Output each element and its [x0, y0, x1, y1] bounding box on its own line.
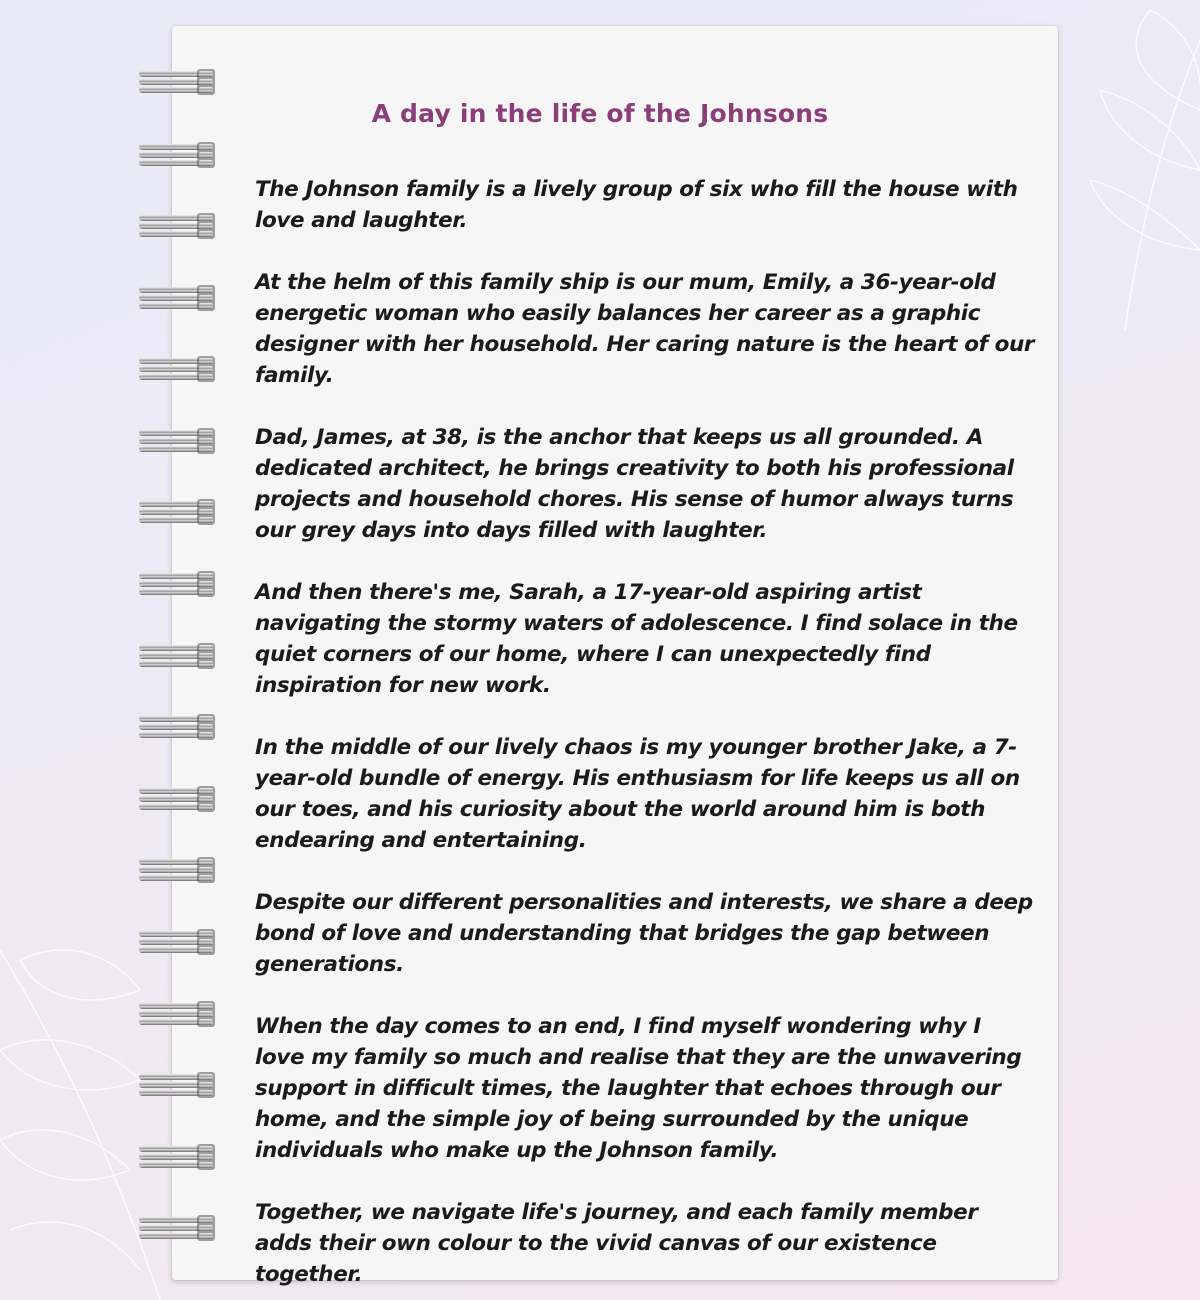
spiral-ring-icon: [137, 1000, 219, 1028]
spiral-ring-icon: [137, 1214, 219, 1242]
paragraph: And then there's me, Sarah, a 17-year-old aspiring artist navigating the stormy waters of adolescence. I find solace in the quiet corners of our home, where I can unexpectedly find inspiration for new work.: [255, 580, 1018, 698]
paragraph: At the helm of this family ship is our mum, Emily, a 36-year-old energetic woman who easily balances her career as a graphic designer with her household. Her caring nature is the heart of our family.: [255, 270, 1035, 388]
spiral-ring-icon: [137, 928, 219, 956]
spiral-ring-icon: [137, 713, 219, 741]
spiral-ring-icon: [137, 1071, 219, 1099]
spiral-ring-icon: [137, 570, 219, 598]
paragraph: When the day comes to an end, I find myself wondering why I love my family so much and realise that they are the unwavering support in difficult times, the laughter that echoes through our home, and the simple joy of being surrounded by the unique individuals who make up the Johnson family.: [255, 1014, 1022, 1163]
spiral-ring-icon: [137, 785, 219, 813]
page-title: A day in the life of the Johnsons: [371, 99, 829, 128]
paragraph: Despite our different personalities and interests, we share a deep bond of love and understanding that bridges the gap between generations.: [255, 890, 1033, 977]
spiral-ring-icon: [137, 355, 219, 383]
story-text: [255, 174, 1035, 1300]
paragraph: Together, we navigate life's journey, and each family member adds their own colour to the vivid canvas of our existence together.: [255, 1200, 978, 1287]
spiral-ring-icon: [137, 427, 219, 455]
spiral-ring-icon: [137, 642, 219, 670]
spiral-ring-icon: [137, 68, 219, 96]
spiral-ring-icon: [137, 212, 219, 240]
leaf-decoration-icon: [0, 930, 200, 1300]
spiral-ring-icon: [137, 1143, 219, 1171]
paragraph: The Johnson family is a lively group of six who fill the house with love and laughter.: [255, 177, 1018, 233]
paragraph: In the middle of our lively chaos is my younger brother Jake, a 7-year-old bundle of energy. His enthusiasm for life keeps us all on our toes, and his curiosity about the world around him is both endearing and entertaining.: [255, 735, 1020, 853]
spiral-ring-icon: [137, 498, 219, 526]
paragraph: Dad, James, at 38, is the anchor that keeps us all grounded. A dedicated architect, he brings creativity to both his professional projects and household chores. His sense of humor always turns our grey days into days filled with laughter.: [255, 425, 1014, 543]
spiral-ring-icon: [137, 856, 219, 884]
spiral-ring-icon: [137, 141, 219, 169]
spiral-ring-icon: [137, 284, 219, 312]
